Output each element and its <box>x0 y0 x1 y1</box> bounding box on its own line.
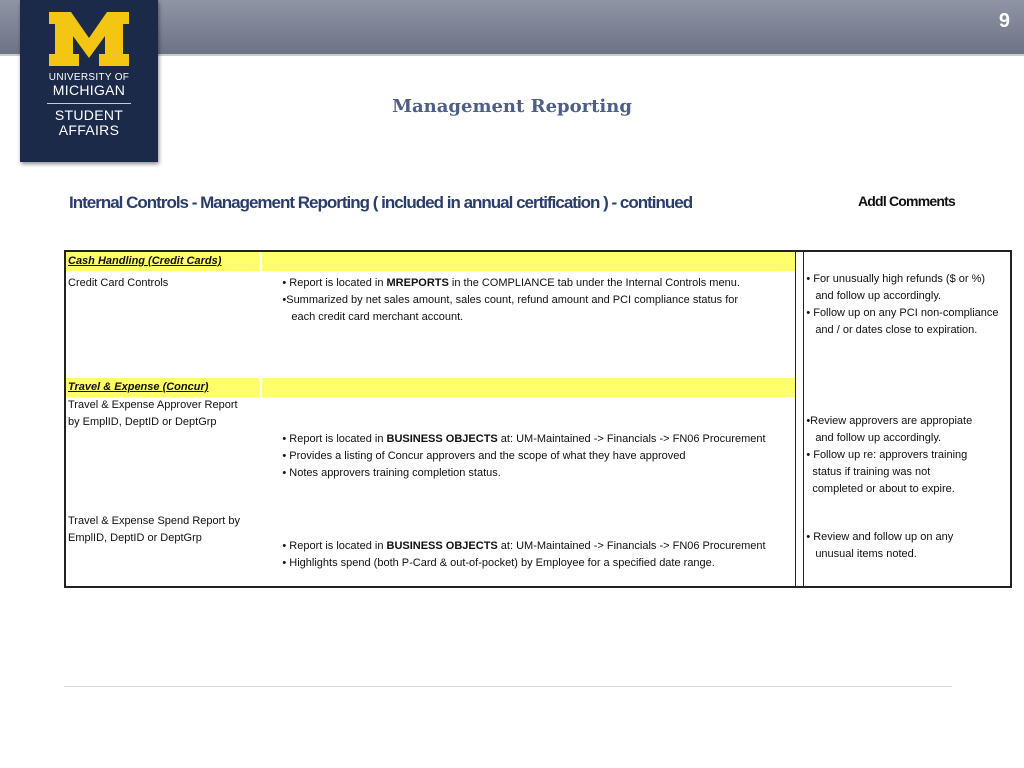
comment-approver-1b: and follow up accordingly. <box>815 432 942 444</box>
approver-bullet-3: • Notes approvers training completion status. <box>282 467 501 479</box>
page-number: 9 <box>998 10 1010 32</box>
cash-bullet-1: • Report is located in MREPORTS in the COMPLIANCE tab under the Internal Controls menu. <box>282 277 740 289</box>
comment-approver-2c: completed or about to expire. <box>812 483 955 495</box>
comment-cash-2a: • Follow up on any PCI non-compliance <box>806 307 999 319</box>
logo-line-affairs: AFFAIRS <box>58 122 120 138</box>
description-credit-card-controls <box>262 271 795 378</box>
logo-line-student: STUDENT <box>54 107 124 123</box>
comment-cash-1b: and follow up accordingly. <box>815 290 942 302</box>
item-approver-report: Travel & Expense Approver Report by EmplID, DeptID or DeptGrp <box>68 399 238 428</box>
category-row-travel <box>65 378 1011 397</box>
comment-cash-2b: and / or dates close to expiration. <box>815 324 978 336</box>
comments-heading: Addl Comments <box>858 193 955 209</box>
category-row-cash <box>65 251 1011 271</box>
spend-bullet-2: • Highlights spend (both P-Card & out-of-pocket) by Employee for a specified date range. <box>282 557 715 569</box>
section-heading: Internal Controls - Management Reporting ( included in annual certification ) - continued <box>69 193 693 212</box>
category-label-travel: Travel & Expense (Concur) <box>65 378 259 397</box>
category-label-cash: Cash Handling (Credit Cards) <box>65 251 259 271</box>
comment-cash-1a: • For unusually high refunds ($ or %) <box>806 273 986 285</box>
item-spend-report: Travel & Expense Spend Report by EmplID, DeptID or DeptGrp <box>68 515 241 544</box>
logo-line-michigan: MICHIGAN <box>52 82 126 98</box>
comment-approver-2a: • Follow up re: approvers training <box>806 449 968 461</box>
logo-line-university-of: UNIVERSITY OF <box>48 72 130 83</box>
block-m-icon <box>47 10 131 68</box>
item-credit-card-controls: Credit Card Controls <box>68 277 169 289</box>
description-approver-report <box>262 397 795 513</box>
table-row-spend-report <box>65 513 1011 587</box>
comment-cell-approver <box>804 397 1011 513</box>
cash-bullet-2b: each credit card merchant account. <box>291 311 464 323</box>
comment-approver-1a: •Review approvers are appropiate <box>806 415 973 427</box>
approver-bullet-1: • Report is located in BUSINESS OBJECTS at: UM-Maintained -> Financials -> FN06 Procurement <box>282 433 766 445</box>
comment-cell-spend <box>804 513 1011 587</box>
approver-bullet-2: • Provides a listing of Concur approvers and the scope of what they have approved <box>282 450 686 462</box>
comment-spend-1a: • Review and follow up on any <box>806 531 954 543</box>
table-row-approver-report <box>65 397 1011 513</box>
cash-bullet-2a: •Summarized by net sales amount, sales count, refund amount and PCI compliance status for <box>282 294 739 306</box>
spend-bullet-1: • Report is located in BUSINESS OBJECTS at: UM-Maintained -> Financials -> FN06 Procurement <box>282 540 766 552</box>
controls-table <box>64 250 1012 588</box>
comment-approver-2b: status if training was not <box>812 466 931 478</box>
comment-cell-cash <box>804 251 1011 378</box>
slide-title: Management Reporting <box>392 96 632 117</box>
description-spend-report <box>262 513 795 587</box>
comment-spend-1b: unusual items noted. <box>815 548 917 560</box>
university-logo <box>20 0 158 162</box>
footer-divider <box>64 686 952 687</box>
